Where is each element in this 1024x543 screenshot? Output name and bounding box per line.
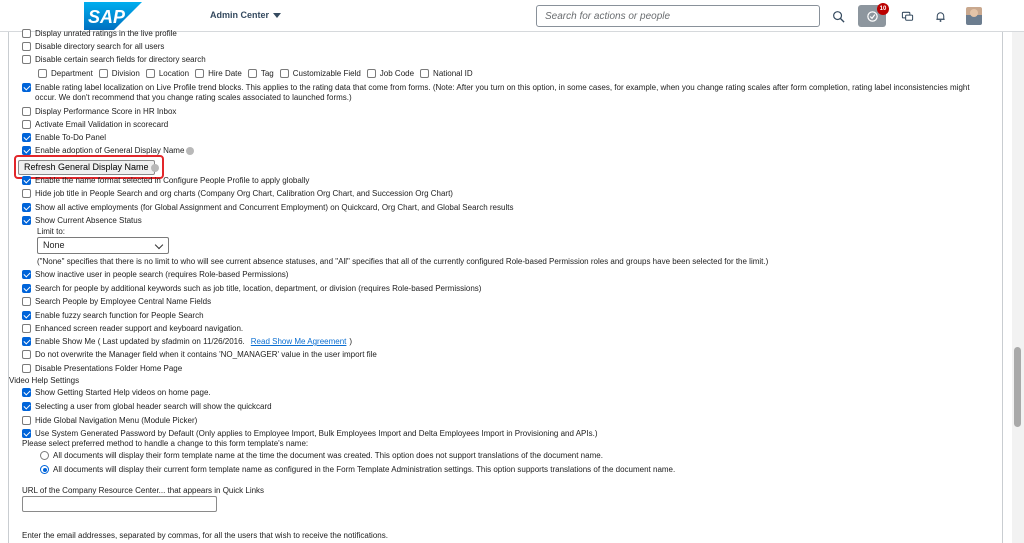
company-resource-url-input[interactable] xyxy=(22,496,217,512)
field-label: Job Code xyxy=(379,69,415,78)
field-label: Customizable Field xyxy=(292,69,361,78)
content-frame-left xyxy=(8,32,9,543)
global-search-input[interactable] xyxy=(536,5,820,27)
limit-to-select[interactable] xyxy=(37,237,169,254)
approval-count-badge: 10 xyxy=(877,3,889,15)
chevron-down-icon xyxy=(155,241,163,249)
radio-label: All documents will display their current form template name as configured in the Form Template Administration settings. This option supports translations of the document name. xyxy=(53,465,676,474)
setting-label: Enhanced screen reader support and keyboard navigation. xyxy=(35,324,244,333)
limit-to-value: None xyxy=(43,240,65,250)
setting-label: Display unrated ratings in the live profile xyxy=(35,29,177,38)
checkbox[interactable] xyxy=(367,69,376,78)
checkbox[interactable] xyxy=(22,324,31,333)
setting-label: Hide Global Navigation Menu (Module Picker) xyxy=(35,416,198,425)
setting-performance-score xyxy=(22,107,176,117)
setting-rating-label-localization xyxy=(22,83,975,103)
setting-label: Do not overwrite the Manager field when it contains 'NO_MANAGER' value in the user import file xyxy=(35,350,377,359)
checkbox[interactable] xyxy=(38,69,47,78)
checkbox[interactable] xyxy=(22,270,31,279)
shell-header xyxy=(0,0,1024,32)
template-name-header: Please select preferred method to handle a change to this form template's name: xyxy=(22,439,309,448)
setting-hide-job-title xyxy=(22,189,453,199)
admin-center-menu[interactable] xyxy=(210,10,281,20)
field-label: Division xyxy=(111,69,140,78)
radio[interactable] xyxy=(40,451,49,460)
field-job-code xyxy=(367,69,414,78)
setting-label: Enable To-Do Panel xyxy=(35,133,107,142)
setting-label: Search for people by additional keywords such as job title, location, department, or division (requires Role-based Permissions) xyxy=(35,284,482,293)
setting-absence-status xyxy=(22,216,142,226)
field-division xyxy=(99,69,140,78)
setting-label: Selecting a user from global header search will show the quickcard xyxy=(35,402,272,411)
setting-label: Use System Generated Password by Default (Only applies to Employee Import, Bulk Employees Import and Delta Employees Import in Provisioning and APIs.) xyxy=(35,429,598,438)
checkbox[interactable] xyxy=(22,146,31,155)
setting-label: Enable the name format selected in Configure People Profile to apply globally xyxy=(35,176,310,185)
checkbox[interactable] xyxy=(22,364,31,373)
setting-label: Disable Presentations Folder Home Page xyxy=(35,364,183,373)
field-hire-date xyxy=(195,69,242,78)
setting-email-validation xyxy=(22,120,168,130)
setting-label: Show Getting Started Help videos on home page. xyxy=(35,388,211,397)
chevron-down-icon xyxy=(273,13,281,18)
chat-icon xyxy=(901,10,914,23)
checkbox[interactable] xyxy=(22,350,31,359)
checkbox[interactable] xyxy=(22,337,31,346)
sap-logo-text: SAP xyxy=(88,7,126,27)
checkbox[interactable] xyxy=(195,69,204,78)
setting-fuzzy-search xyxy=(22,311,204,321)
setting-label: Enable adoption of General Display Name xyxy=(35,146,185,155)
checkbox[interactable] xyxy=(146,69,155,78)
setting-ec-name-fields xyxy=(22,297,211,307)
scrollbar-thumb[interactable] xyxy=(1014,347,1021,427)
radio[interactable] xyxy=(40,465,49,474)
setting-unrated-ratings xyxy=(22,29,177,39)
search-icon xyxy=(832,10,845,23)
checkbox[interactable] xyxy=(22,55,31,64)
setting-label: Enable rating label localization on Live Profile trend blocks. This applies to the rating data that come from forms. (Note: After you turn on this option, in some cases, for example, when you change rating scales after form completion, rating label inconsistencies might occur. We don't recommend that you change rating scales associated to launched forms.) xyxy=(35,83,970,102)
setting-label: Show all active employments (for Global Assignment and Concurrent Employment) on Quickcard, Org Chart, and Global Search results xyxy=(35,203,514,212)
setting-label: Disable certain search fields for directory search xyxy=(35,55,206,64)
setting-no-manager xyxy=(22,350,377,360)
sap-logo[interactable] xyxy=(84,2,142,30)
checkbox[interactable] xyxy=(22,416,31,425)
content-frame-right xyxy=(1002,32,1003,543)
setting-todo-panel xyxy=(22,133,106,143)
setting-label: Display Performance Score in HR Inbox xyxy=(35,107,177,116)
checkbox[interactable] xyxy=(22,284,31,293)
notifications-button[interactable] xyxy=(928,5,952,27)
checkbox[interactable] xyxy=(22,29,31,38)
email-label: Enter the email addresses, separated by commas, for all the users that wish to receive the notifications. xyxy=(22,531,388,540)
radio-option-current-name xyxy=(40,465,675,475)
checkbox[interactable] xyxy=(22,107,31,116)
field-customizable xyxy=(280,69,361,78)
sap-logo-icon xyxy=(84,2,142,30)
setting-label-close: ) xyxy=(349,337,353,346)
checkbox[interactable] xyxy=(22,402,31,411)
setting-all-active-employments xyxy=(22,203,513,213)
checkbox[interactable] xyxy=(22,203,31,212)
setting-show-me xyxy=(22,337,352,347)
user-avatar[interactable] xyxy=(966,7,982,25)
admin-center-label: Admin Center xyxy=(210,10,270,20)
setting-label: Enable fuzzy search function for People Search xyxy=(35,311,204,320)
checkbox[interactable] xyxy=(22,429,31,438)
setting-presentations-folder xyxy=(22,364,182,374)
checkbox[interactable] xyxy=(280,69,289,78)
setting-label: Enable Show Me ( Last updated by sfadmin on 11/26/2016. xyxy=(35,337,245,346)
checkbox[interactable] xyxy=(22,176,31,185)
field-national-id xyxy=(420,69,473,78)
field-department xyxy=(38,69,93,78)
setting-name-format-global xyxy=(22,176,309,186)
info-icon[interactable] xyxy=(151,164,159,172)
field-location xyxy=(146,69,189,78)
field-label: Tag xyxy=(260,69,274,78)
setting-additional-keywords xyxy=(22,284,481,294)
checkbox[interactable] xyxy=(22,189,31,198)
checkbox[interactable] xyxy=(99,69,108,78)
url-label: URL of the Company Resource Center... that appears in Quick Links xyxy=(22,486,265,495)
field-label: Hire Date xyxy=(208,69,242,78)
field-label: Location xyxy=(158,69,190,78)
checkbox[interactable] xyxy=(22,42,31,51)
checkbox[interactable] xyxy=(420,69,429,78)
setting-label: Hide job title in People Search and org charts (Company Org Chart, Calibration Org Chart, and Succession Org Chart) xyxy=(35,189,453,198)
checkbox[interactable] xyxy=(248,69,257,78)
refresh-general-display-name-button[interactable]: Refresh General Display Name xyxy=(18,160,155,175)
search-button[interactable] xyxy=(826,5,850,27)
checkbox[interactable] xyxy=(22,83,31,92)
setting-label: Show inactive user in people search (requires Role-based Permissions) xyxy=(35,270,289,279)
checkbox[interactable] xyxy=(22,216,31,225)
setting-screen-reader xyxy=(22,324,243,334)
checkbox[interactable] xyxy=(22,120,31,129)
setting-hide-global-nav xyxy=(22,416,197,426)
page-scrollbar[interactable] xyxy=(1012,32,1024,543)
field-tag xyxy=(248,69,274,78)
read-show-me-agreement-link[interactable]: Read Show Me Agreement xyxy=(250,337,347,346)
checkbox[interactable] xyxy=(22,311,31,320)
setting-label: Activate Email Validation in scorecard xyxy=(35,120,169,129)
directory-search-fields xyxy=(38,69,479,78)
limit-to-note: ("None" specifies that there is no limit to who will see current absence statuses, and "All" specifies that all of the currently configured Role-based Permission roles and groups have been selected for the limit.) xyxy=(37,257,769,266)
field-label: National ID xyxy=(433,69,473,78)
setting-system-password xyxy=(22,429,597,439)
radio-option-created-name xyxy=(40,451,603,461)
setting-label: Search People by Employee Central Name Fields xyxy=(35,297,212,306)
video-help-header: Video Help Settings xyxy=(9,376,80,385)
setting-getting-started-videos xyxy=(22,388,211,398)
checkbox[interactable] xyxy=(22,133,31,142)
radio-label: All documents will display their form template name at the time the document was created. This option does not support translations of the document name. xyxy=(53,451,603,460)
chat-button[interactable] xyxy=(895,5,919,27)
setting-quickcard xyxy=(22,402,272,412)
field-label: Department xyxy=(51,69,93,78)
checkbox[interactable] xyxy=(22,297,31,306)
setting-disable-directory-search xyxy=(22,42,164,52)
setting-disable-search-fields xyxy=(22,55,206,65)
limit-to-label: Limit to: xyxy=(37,227,66,236)
setting-label: Show Current Absence Status xyxy=(35,216,142,225)
bell-icon xyxy=(934,10,947,23)
info-icon[interactable] xyxy=(186,147,194,155)
checkbox[interactable] xyxy=(22,388,31,397)
setting-label: Disable directory search for all users xyxy=(35,42,165,51)
setting-inactive-user xyxy=(22,270,288,280)
